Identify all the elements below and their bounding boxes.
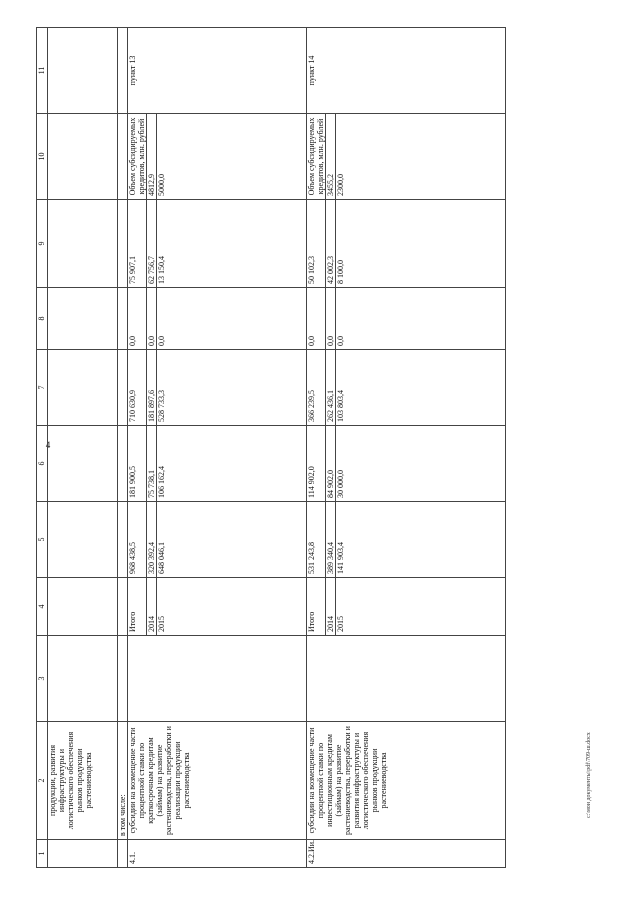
total-col8: 0,0 (307, 288, 326, 350)
value-col5: 320 392,4 (147, 502, 157, 578)
value-col9: 62 756,7 (147, 200, 157, 288)
value-col10: 4812,9 (147, 114, 157, 200)
year: 2015 (336, 578, 506, 636)
in-that-number-label: в том числе: (118, 722, 128, 840)
row-name: субсидии на возмещение части процентной ставки по краткосрочным кредитам (займам) на развитие растениеводства, переработки и реализации продукции растениеводства (128, 722, 307, 840)
year: 2015 (157, 578, 307, 636)
col11-reference: пункт 14 (307, 28, 506, 114)
value-col5: 648 046,1 (157, 502, 307, 578)
value-col8: 0,0 (147, 288, 157, 350)
year: 2014 (147, 578, 157, 636)
row-number: 4.1. (128, 840, 307, 868)
value-col9: 13 150,4 (157, 200, 307, 288)
value-col10: 3455,2 (326, 114, 336, 200)
row-name: субсидии на возмещение части процентной ставки по инвестиционным кредитам (займам) на развитие растениеводства, переработки и развития инфраструктуры и логистического обеспечения рынков продукции растениеводства (307, 722, 506, 840)
col10-header: Объем субсидируемых кредитов, млн. рублей (307, 114, 326, 200)
value-col6: 75 738,1 (147, 426, 157, 502)
value-col5: 389 340,4 (326, 502, 336, 578)
value-col7: 528 733,3 (157, 350, 307, 426)
value-col8: 0,0 (326, 288, 336, 350)
total-col9: 50 102,3 (307, 200, 326, 288)
total-col6: 114 902,0 (307, 426, 326, 502)
value-col10: 5000,0 (157, 114, 307, 200)
col-num-7: 7 (37, 350, 48, 426)
value-col8: 0,0 (157, 288, 307, 350)
row-number: 4.2.Ии. (307, 840, 506, 868)
total-col8: 0,0 (128, 288, 147, 350)
subsidy-table (36, 27, 506, 868)
continuation-row (48, 28, 118, 868)
total-col7: 710 630,9 (128, 350, 147, 426)
rotated-table-container (36, 28, 576, 868)
total-label: Итого (128, 578, 147, 636)
col-num-3: 3 (37, 636, 48, 722)
col-num-1: 1 (37, 840, 48, 868)
value-col7: 181 897,6 (147, 350, 157, 426)
value-col5: 141 903,4 (336, 502, 506, 578)
col-num-2: 2 (37, 722, 48, 840)
value-col8: 0,0 (336, 288, 506, 350)
col-num-11: 11 (37, 28, 48, 114)
value-col9: 8 100,0 (336, 200, 506, 288)
col-num-9: 9 (37, 200, 48, 288)
value-col7: 262 436,1 (326, 350, 336, 426)
value-col6: 106 162,4 (157, 426, 307, 502)
col-num-4: 4 (37, 578, 48, 636)
total-col6: 181 900,5 (128, 426, 147, 502)
table-row-4-1-total (128, 28, 147, 868)
value-col9: 42 002,3 (326, 200, 336, 288)
page-number: 4 (45, 440, 51, 450)
col10-header: Объем субсидируемых кредитов, млн. рублей (128, 114, 147, 200)
footer-file-path: с:\мои документы\pdf\709-ш.docx (586, 732, 592, 818)
total-col5: 531 243,8 (307, 502, 326, 578)
total-col5: 968 438,5 (128, 502, 147, 578)
value-col10: 2300,0 (336, 114, 506, 200)
value-col6: 30 000,0 (336, 426, 506, 502)
table-row-4-2-total (307, 28, 326, 868)
total-label: Итого (307, 578, 326, 636)
col-num-10: 10 (37, 114, 48, 200)
col-num-8: 8 (37, 288, 48, 350)
total-col9: 75 907,1 (128, 200, 147, 288)
year: 2014 (326, 578, 336, 636)
column-number-row (37, 28, 48, 868)
value-col6: 84 902,0 (326, 426, 336, 502)
in-that-number-row (118, 28, 128, 868)
total-col7: 366 239,5 (307, 350, 326, 426)
col-num-6: 6 (37, 426, 48, 502)
col-num-5: 5 (37, 502, 48, 578)
continuation-text: продукции, развития инфраструктуры и логистического обеспечения рынков продукции растениеводства (48, 722, 118, 840)
value-col7: 103 803,4 (336, 350, 506, 426)
col11-reference: пункт 13 (128, 28, 307, 114)
